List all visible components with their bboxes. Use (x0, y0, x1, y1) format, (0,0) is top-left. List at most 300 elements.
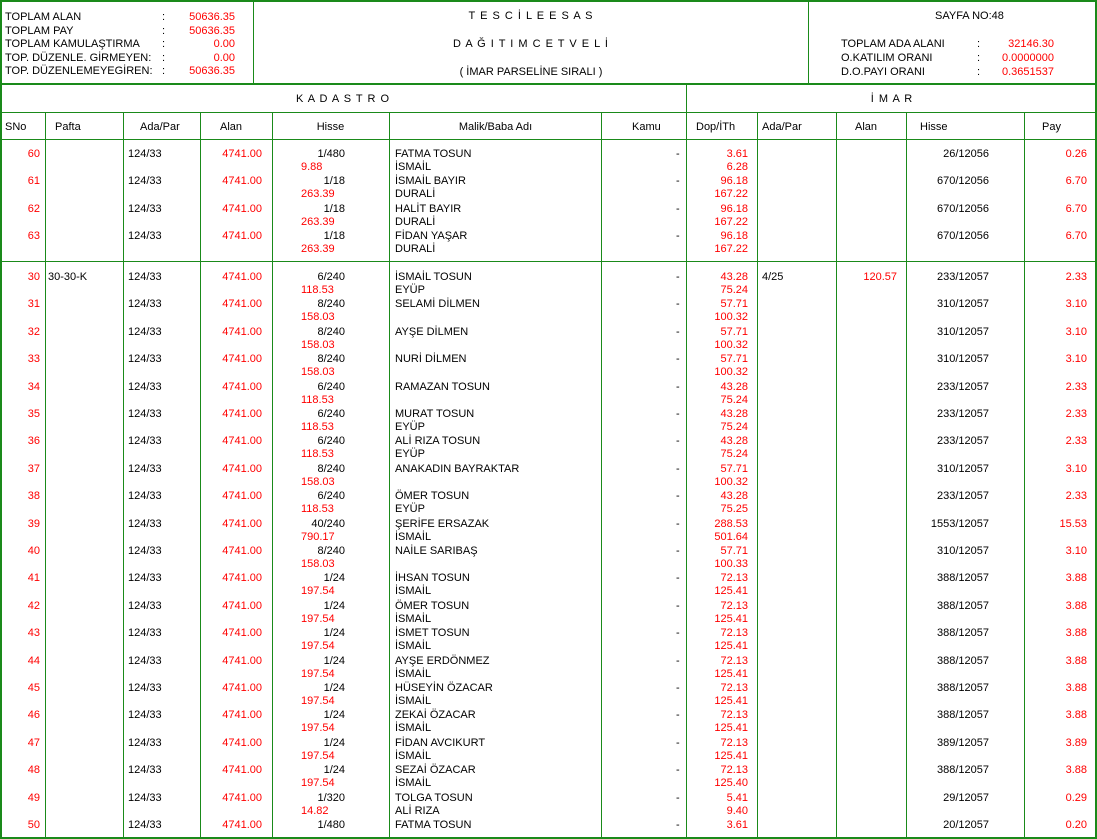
cell-sno: 40 (27, 545, 40, 557)
cell-hisse: 6/240 (317, 490, 345, 503)
cell-hisse-area: 197.54 (301, 667, 335, 680)
cell-sno: 60 (27, 148, 40, 160)
cell-ith: 100.32 (714, 475, 748, 488)
col-kamu: Kamu (632, 121, 661, 133)
cell-dop: 72.13 (720, 682, 748, 694)
summary-colon: : (162, 24, 166, 37)
cell-adapar: 124/33 (128, 517, 162, 530)
cell-hisse: 1/320 (317, 791, 345, 804)
summary-colon: : (977, 38, 981, 50)
cell-dop: 72.13 (720, 599, 748, 612)
cell-dop: 288.53 (714, 517, 748, 530)
cell-ith: 100.32 (714, 338, 748, 351)
cell-malik: ÖMER TOSUN (395, 599, 470, 612)
cell-imar-hisse: 1553/12057 (930, 517, 989, 530)
cell-sno: 32 (27, 325, 40, 338)
cell-imar-hisse: 310/12057 (937, 462, 989, 475)
cell-ith: 501.64 (714, 530, 748, 543)
cell-alan: 4741.00 (222, 627, 262, 640)
cell-pay: 0.20 (1065, 819, 1087, 831)
cell-dop: 72.13 (720, 627, 748, 640)
cell-alan: 4741.00 (222, 462, 262, 475)
col-imar-adapar: Ada/Par (762, 121, 802, 133)
cell-malik: FİDAN YAŞAR (395, 230, 468, 243)
cell-imar-hisse: 388/12057 (937, 627, 989, 640)
summary-value: 50636.35 (189, 11, 235, 23)
cell-kamu: - (676, 271, 680, 283)
page-number: SAYFA NO:48 (935, 10, 1004, 22)
cell-adapar: 124/33 (128, 627, 162, 640)
cell-imar-hisse: 233/12057 (937, 271, 989, 283)
cell-baba: İSMAİL (395, 777, 432, 790)
cell-dop: 3.61 (726, 148, 748, 160)
cell-hisse: 1/18 (323, 202, 345, 215)
cell-kamu: - (676, 764, 680, 777)
cell-malik: İHSAN TOSUN (395, 572, 470, 585)
cell-malik: SELAMİ DİLMEN (395, 298, 480, 311)
cell-hisse: 1/24 (323, 654, 345, 667)
cell-imar-hisse: 670/12056 (937, 230, 989, 243)
cell-imar-hisse: 310/12057 (937, 298, 989, 311)
cell-hisse: 6/240 (317, 435, 345, 448)
cell-malik: İSMAİL BAYIR (395, 175, 466, 188)
cell-kamu: - (676, 545, 680, 557)
cell-baba: EYÜP (395, 448, 425, 461)
cell-adapar: 124/33 (128, 736, 162, 749)
cell-sno: 47 (27, 736, 40, 749)
cell-dop: 43.28 (720, 271, 748, 283)
cell-pay: 3.88 (1065, 654, 1087, 667)
cell-sno: 31 (27, 298, 40, 311)
cell-dop: 96.18 (720, 230, 748, 243)
cell-kamu: - (676, 202, 680, 215)
summary-label: TOP. DÜZENLEMEYEGİREN: (5, 65, 153, 77)
cell-imar-hisse: 310/12057 (937, 353, 989, 366)
cell-kamu: - (676, 736, 680, 749)
cell-pay: 3.10 (1065, 325, 1087, 338)
cell-imar-hisse: 233/12057 (937, 490, 989, 503)
cell-alan: 4741.00 (222, 325, 262, 338)
cell-hisse: 8/240 (317, 353, 345, 366)
cell-adapar: 124/33 (128, 230, 162, 243)
cell-malik: AYŞE ERDÖNMEZ (395, 654, 490, 667)
cell-hisse: 40/240 (311, 517, 345, 530)
cell-pay: 3.89 (1065, 736, 1087, 749)
cell-dop: 43.28 (720, 380, 748, 393)
cell-kamu: - (676, 462, 680, 475)
cell-sno: 34 (27, 380, 40, 393)
cell-malik: NAİLE SARIBAŞ (395, 545, 478, 557)
cell-malik: ALİ RIZA TOSUN (395, 435, 481, 448)
cell-alan: 4741.00 (222, 709, 262, 722)
cell-sno: 42 (27, 599, 40, 612)
cell-alan: 4741.00 (222, 175, 262, 188)
cell-hisse-area: 197.54 (301, 640, 335, 653)
summary-value: 50636.35 (189, 24, 235, 37)
cell-malik: NURİ DİLMEN (395, 353, 467, 366)
cell-hisse: 1/480 (317, 819, 345, 831)
cell-hisse-area: 197.54 (301, 722, 335, 735)
cell-pay: 15.53 (1059, 517, 1087, 530)
cell-imar-hisse: 389/12057 (937, 736, 989, 749)
cell-hisse: 8/240 (317, 545, 345, 557)
cell-hisse-area: 158.03 (301, 558, 335, 570)
cell-ith: 125.41 (714, 667, 748, 680)
cell-baba: İSMAİL (395, 722, 432, 735)
cell-sno: 63 (27, 230, 40, 243)
cell-alan: 4741.00 (222, 271, 262, 283)
cell-hisse-area: 263.39 (301, 215, 335, 228)
cell-dop: 96.18 (720, 202, 748, 215)
cell-kamu: - (676, 572, 680, 585)
summary-colon: : (162, 65, 166, 77)
cell-kamu: - (676, 654, 680, 667)
cell-sno: 45 (27, 682, 40, 694)
cell-pay: 3.88 (1065, 682, 1087, 694)
cell-baba: ALİ RIZA (395, 804, 440, 817)
cell-kamu: - (676, 517, 680, 530)
cell-ith: 100.32 (714, 366, 748, 379)
cell-adapar: 124/33 (128, 298, 162, 311)
cell-dop: 57.71 (720, 298, 748, 311)
cell-kamu: - (676, 791, 680, 804)
cell-alan: 4741.00 (222, 202, 262, 215)
cell-alan: 4741.00 (222, 408, 262, 420)
cell-malik: HÜSEYİN ÖZACAR (395, 682, 493, 694)
cell-dop: 57.71 (720, 353, 748, 366)
cell-adapar: 124/33 (128, 380, 162, 393)
cell-alan: 4741.00 (222, 148, 262, 160)
cell-sno: 39 (27, 517, 40, 530)
summary-label: O.KATILIM ORANI (841, 52, 933, 64)
cell-kamu: - (676, 490, 680, 503)
cell-baba: İSMAİL (395, 612, 432, 625)
cell-ith: 125.41 (714, 585, 748, 598)
cell-malik: İSMAİL TOSUN (395, 271, 472, 283)
cell-imar-hisse: 670/12056 (937, 202, 989, 215)
cell-hisse-area: 263.39 (301, 243, 335, 256)
cell-alan: 4741.00 (222, 654, 262, 667)
cell-adapar: 124/33 (128, 353, 162, 366)
summary-value: 0.00 (213, 51, 235, 64)
cell-imar-hisse: 388/12057 (937, 764, 989, 777)
cell-pay: 0.26 (1065, 148, 1087, 160)
summary-value: 0.3651537 (1002, 66, 1054, 78)
cell-malik: FATMA TOSUN (395, 148, 472, 160)
section-kadastro: K A D A S T R O (295, 93, 391, 105)
cell-hisse-area: 118.53 (301, 448, 334, 461)
cell-hisse-area: 14.82 (301, 804, 329, 817)
cell-adapar: 124/33 (128, 435, 162, 448)
cell-sno: 37 (27, 462, 40, 475)
cell-imar-hisse: 310/12057 (937, 325, 989, 338)
cell-malik: ÖMER TOSUN (395, 490, 470, 503)
cell-dop: 72.13 (720, 736, 748, 749)
cell-adapar: 124/33 (128, 599, 162, 612)
cell-pay: 3.88 (1065, 764, 1087, 777)
cell-kamu: - (676, 175, 680, 188)
cell-ith: 125.41 (714, 749, 748, 762)
cell-sno: 43 (27, 627, 40, 640)
cell-dop: 72.13 (720, 654, 748, 667)
cell-alan: 4741.00 (222, 435, 262, 448)
cell-adapar: 124/33 (128, 682, 162, 694)
col-imar-hisse: Hisse (920, 121, 948, 133)
cell-adapar: 124/33 (128, 819, 162, 831)
cell-alan: 4741.00 (222, 791, 262, 804)
cell-alan: 4741.00 (222, 517, 262, 530)
cell-ith: 75.25 (720, 503, 748, 516)
cell-ith: 167.22 (714, 243, 748, 256)
cell-dop: 5.41 (726, 791, 748, 804)
cell-pay: 6.70 (1065, 202, 1087, 215)
cell-malik: MURAT TOSUN (395, 408, 475, 420)
cell-alan: 4741.00 (222, 819, 262, 831)
cell-kamu: - (676, 298, 680, 311)
cell-alan: 4741.00 (222, 736, 262, 749)
summary-colon: : (162, 38, 166, 50)
cell-adapar: 124/33 (128, 148, 162, 160)
cell-hisse-area: 158.03 (301, 311, 335, 324)
summary-colon: : (162, 11, 166, 23)
cell-adapar: 124/33 (128, 325, 162, 338)
col-malik: Malik/Baba Adı (458, 121, 533, 133)
cell-alan: 4741.00 (222, 298, 262, 311)
cell-kamu: - (676, 230, 680, 243)
cell-hisse-area: 263.39 (301, 188, 335, 201)
cell-kamu: - (676, 627, 680, 640)
cell-imar-hisse: 388/12057 (937, 572, 989, 585)
cell-pay: 2.33 (1065, 271, 1087, 283)
cell-sno: 62 (27, 202, 40, 215)
cell-adapar: 124/33 (128, 545, 162, 557)
cell-ith: 75.24 (720, 393, 748, 406)
cell-malik: AYŞE DİLMEN (395, 325, 469, 338)
cell-adapar: 124/33 (128, 490, 162, 503)
summary-label: D.O.PAYI ORANI (841, 66, 925, 78)
cell-pay: 3.10 (1065, 545, 1087, 557)
col-dop: Dop/İTh (696, 121, 736, 133)
cell-hisse-area: 197.54 (301, 777, 335, 790)
cell-dop: 72.13 (720, 709, 748, 722)
cell-pay: 3.88 (1065, 709, 1087, 722)
cell-hisse-area: 158.03 (301, 338, 335, 351)
cell-adapar: 124/33 (128, 572, 162, 585)
cell-kamu: - (676, 682, 680, 694)
col-pafta: Pafta (55, 121, 81, 133)
cell-imar-hisse: 310/12057 (937, 545, 989, 557)
cell-alan: 4741.00 (222, 682, 262, 694)
cell-adapar: 124/33 (128, 175, 162, 188)
cell-baba: EYÜP (395, 421, 425, 433)
cell-hisse-area: 790.17 (301, 530, 335, 543)
cell-pay: 0.29 (1065, 791, 1087, 804)
cell-ith: 9.40 (726, 804, 748, 817)
cell-hisse-area: 197.54 (301, 695, 335, 707)
cell-baba: DURALİ (395, 243, 436, 256)
cell-baba: İSMAİL (395, 640, 432, 653)
cell-adapar: 124/33 (128, 271, 162, 283)
cell-imar-hisse: 233/12057 (937, 435, 989, 448)
cell-sno: 44 (27, 654, 40, 667)
cell-malik: FİDAN AVCIKURT (395, 736, 486, 749)
cell-hisse-area: 197.54 (301, 612, 335, 625)
cell-dop: 43.28 (720, 435, 748, 448)
cell-alan: 4741.00 (222, 599, 262, 612)
cell-sno: 61 (27, 175, 40, 188)
cell-ith: 75.24 (720, 421, 748, 433)
cell-hisse: 8/240 (317, 325, 345, 338)
cell-pafta: 30-30-K (48, 271, 88, 283)
cell-baba: İSMAİL (395, 530, 432, 543)
cell-adapar: 124/33 (128, 791, 162, 804)
cell-ith: 125.41 (714, 640, 748, 653)
cell-ith: 125.41 (714, 722, 748, 735)
col-alan: Alan (220, 121, 243, 133)
cell-hisse-area: 118.53 (301, 284, 334, 296)
cell-dop: 72.13 (720, 764, 748, 777)
cell-hisse: 1/24 (323, 682, 345, 694)
cell-adapar: 124/33 (128, 709, 162, 722)
cell-sno: 48 (27, 764, 40, 777)
cell-kamu: - (676, 325, 680, 338)
summary-label: TOPLAM ADA ALANI (841, 38, 945, 50)
cell-pay: 3.10 (1065, 353, 1087, 366)
cell-imar-alan: 120.57 (863, 271, 897, 283)
cell-dop: 96.18 (720, 175, 748, 188)
summary-value: 32146.30 (1008, 38, 1054, 50)
cell-imar-hisse: 388/12057 (937, 654, 989, 667)
cell-imar-hisse: 29/12057 (943, 791, 989, 804)
cell-sno: 33 (27, 353, 40, 366)
cell-malik: ŞERİFE ERSAZAK (395, 517, 490, 530)
cell-imar-hisse: 670/12056 (937, 175, 989, 188)
cell-malik: SEZAİ ÖZACAR (395, 764, 476, 777)
cell-hisse: 8/240 (317, 462, 345, 475)
cell-kamu: - (676, 709, 680, 722)
cell-malik: HALİT BAYIR (395, 202, 462, 215)
cell-malik: FATMA TOSUN (395, 819, 472, 831)
cell-sno: 46 (27, 709, 40, 722)
cell-dop: 57.71 (720, 462, 748, 475)
summary-label: TOPLAM ALAN (5, 11, 82, 23)
cell-malik: RAMAZAN TOSUN (395, 380, 490, 393)
cell-alan: 4741.00 (222, 380, 262, 393)
cell-imar-hisse: 388/12057 (937, 599, 989, 612)
summary-label: TOP. DÜZENLE. GİRMEYEN: (5, 51, 152, 64)
cell-hisse-area: 118.53 (301, 393, 334, 406)
cell-alan: 4741.00 (222, 572, 262, 585)
section-imar: İ M A R (870, 93, 914, 105)
col-pay: Pay (1042, 121, 1061, 133)
cell-kamu: - (676, 353, 680, 366)
cell-ith: 100.33 (714, 558, 748, 570)
cell-baba: İSMAİL (395, 667, 432, 680)
summary-value: 0.00 (213, 38, 235, 50)
col-sno: SNo (5, 121, 27, 133)
title-line2: D A Ğ I T I M C E T V E L İ (453, 38, 609, 50)
cell-hisse-area: 118.53 (301, 421, 334, 433)
cell-kamu: - (676, 819, 680, 831)
cell-imar-hisse: 233/12057 (937, 408, 989, 420)
cell-alan: 4741.00 (222, 545, 262, 557)
cell-kamu: - (676, 435, 680, 448)
cell-alan: 4741.00 (222, 353, 262, 366)
cell-hisse-area: 197.54 (301, 585, 335, 598)
cell-malik: İSMET TOSUN (395, 627, 470, 640)
title-line3: ( İMAR PARSELİNE SIRALI ) (459, 66, 603, 78)
cell-hisse: 1/24 (323, 709, 345, 722)
cell-hisse-area: 197.54 (301, 749, 335, 762)
col-adapar: Ada/Par (140, 121, 180, 133)
cell-baba: İSMAİL (395, 585, 432, 598)
cell-dop: 43.28 (720, 408, 748, 420)
cell-hisse: 6/240 (317, 380, 345, 393)
cell-hisse: 1/24 (323, 572, 345, 585)
cell-hisse: 6/240 (317, 408, 345, 420)
summary-value: 0.0000000 (1002, 52, 1054, 64)
cell-pay: 3.10 (1065, 462, 1087, 475)
cell-baba: DURALİ (395, 188, 436, 201)
cell-hisse: 1/18 (323, 230, 345, 243)
cell-imar-hisse: 388/12057 (937, 709, 989, 722)
cell-kamu: - (676, 148, 680, 160)
cell-ith: 167.22 (714, 215, 748, 228)
cell-hisse: 1/18 (323, 175, 345, 188)
cell-dop: 72.13 (720, 572, 748, 585)
cell-hisse: 1/24 (323, 764, 345, 777)
cell-ith: 125.41 (714, 695, 748, 707)
cell-sno: 35 (27, 408, 40, 420)
cell-baba: İSMAİL (395, 161, 432, 173)
summary-label: TOPLAM KAMULAŞTIRMA (5, 38, 140, 50)
cell-baba: EYÜP (395, 503, 425, 516)
cell-ith: 75.24 (720, 284, 748, 296)
cell-malik: TOLGA TOSUN (395, 791, 473, 804)
cell-hisse-area: 118.53 (301, 503, 334, 516)
cell-imar-hisse: 20/12057 (943, 819, 989, 831)
cell-hisse-area: 9.88 (301, 161, 323, 173)
cell-sno: 50 (27, 819, 40, 831)
summary-label: TOPLAM PAY (5, 24, 74, 37)
cell-baba: EYÜP (395, 284, 425, 296)
cell-ith: 100.32 (714, 311, 748, 324)
cell-dop: 43.28 (720, 490, 748, 503)
cell-pay: 3.10 (1065, 298, 1087, 311)
cell-alan: 4741.00 (222, 764, 262, 777)
cell-hisse-area: 158.03 (301, 475, 335, 488)
cell-pay: 6.70 (1065, 230, 1087, 243)
cell-dop: 3.61 (726, 819, 748, 831)
cell-pay: 2.33 (1065, 408, 1087, 420)
cell-pay: 3.88 (1065, 627, 1087, 640)
cell-imar-hisse: 26/12056 (943, 148, 989, 160)
cell-alan: 4741.00 (222, 230, 262, 243)
cell-adapar: 124/33 (128, 202, 162, 215)
cell-ith: 75.24 (720, 448, 748, 461)
cell-ith: 167.22 (714, 188, 748, 201)
cell-kamu: - (676, 599, 680, 612)
cell-sno: 36 (27, 435, 40, 448)
cell-dop: 57.71 (720, 545, 748, 557)
cell-sno: 30 (27, 271, 40, 283)
col-hisse: Hisse (316, 121, 345, 133)
cell-alan: 4741.00 (222, 490, 262, 503)
cell-adapar: 124/33 (128, 654, 162, 667)
cell-kamu: - (676, 408, 680, 420)
summary-colon: : (162, 51, 166, 64)
cell-hisse-area: 158.03 (301, 366, 335, 379)
